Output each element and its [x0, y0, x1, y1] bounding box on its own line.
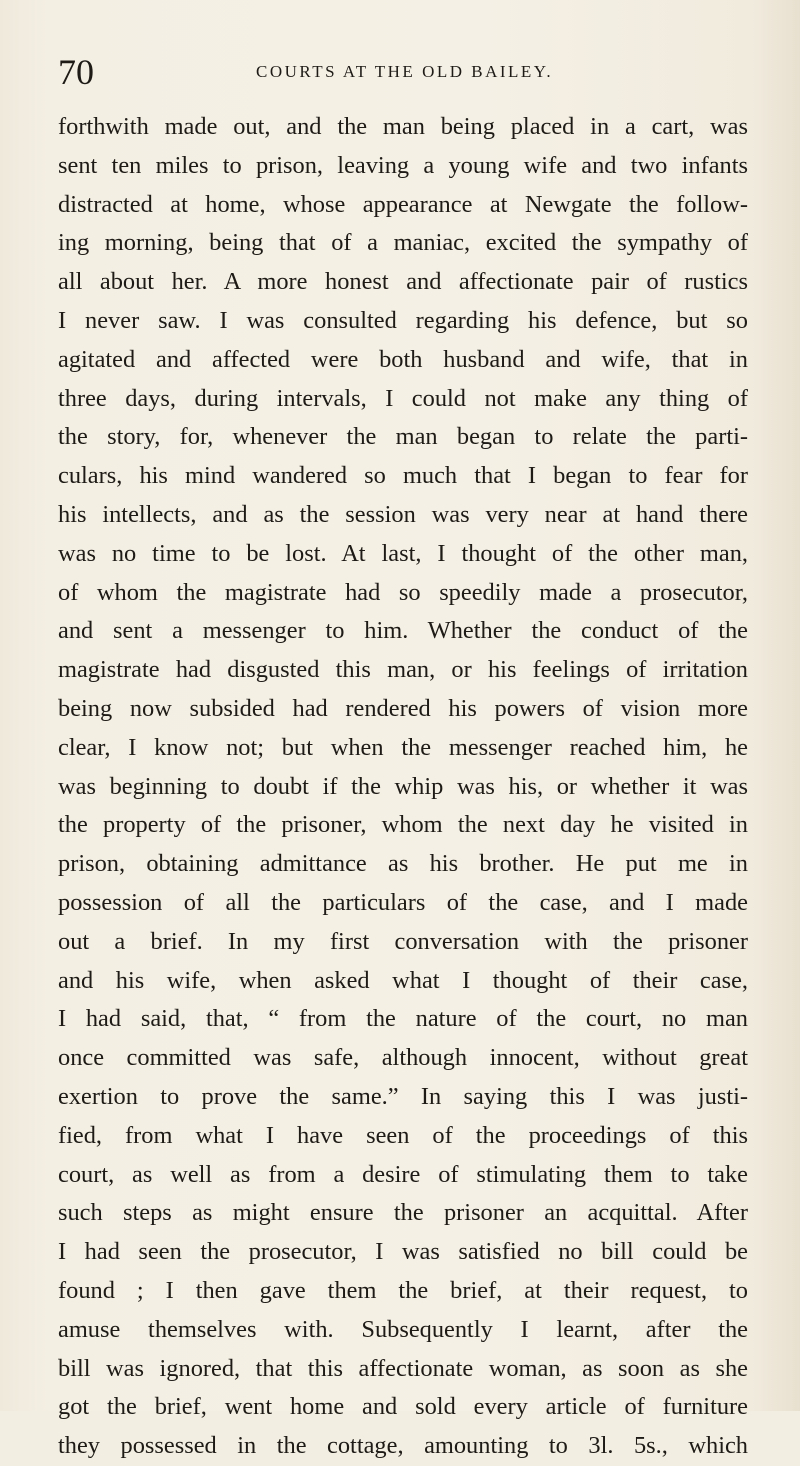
text-line: culars, his mind wandered so much that I began to fear for	[58, 462, 748, 490]
text-line: forthwith made out, and the man being placed in a cart, was	[58, 113, 748, 140]
text-line: sent ten miles to prison, leaving a young wife and two infants	[58, 151, 748, 179]
text-line: exertion to prove the same.” In saying this I was justi-	[58, 1082, 748, 1110]
text-line: such steps as might ensure the prisoner an acquittal. After	[58, 1199, 748, 1227]
text-line: his intellects, and as the session was very near at hand there	[58, 500, 748, 528]
page-number: 70	[58, 52, 94, 92]
text-line: of whom the magistrate had so speedily made a prosecutor,	[58, 578, 748, 606]
text-line: I never saw. I was consulted regarding his defence, but so	[58, 306, 748, 334]
text-line: possession of all the particulars of the case, and I made	[58, 888, 748, 916]
text-line: ing morning, being that of a maniac, excited the sympathy of	[58, 229, 748, 257]
text-line: amuse themselves with. Subsequently I learnt, after the	[58, 1315, 748, 1343]
text-line: agitated and affected were both husband and wife, that in	[58, 345, 748, 373]
text-line: and his wife, when asked what I thought of their case,	[58, 966, 748, 994]
body-text	[58, 108, 748, 1466]
text-line: magistrate had disgusted this man, or his feelings of irritation	[58, 656, 748, 684]
text-line: distracted at home, whose appearance at Newgate the follow-	[58, 190, 748, 218]
text-line: was beginning to doubt if the whip was his, or whether it was	[58, 772, 748, 800]
text-line: clear, I know not; but when the messenger reached him, he	[58, 733, 748, 761]
text-line: prison, obtaining admittance as his brother. He put me in	[58, 850, 748, 878]
text-line: fied, from what I have seen of the proceedings of this	[58, 1121, 748, 1149]
text-line: bill was ignored, that this affectionate woman, as soon as she	[58, 1354, 748, 1382]
text-line: I had seen the prosecutor, I was satisfied no bill could be	[58, 1238, 748, 1266]
text-line: court, as well as from a desire of stimulating them to take	[58, 1160, 748, 1188]
text-line: being now subsided had rendered his powers of vision more	[58, 694, 748, 722]
text-line: out a brief. In my first conversation with the prisoner	[58, 927, 748, 955]
text-line: was no time to be lost. At last, I thought of the other man,	[58, 539, 748, 567]
running-title: COURTS AT THE OLD BAILEY.	[256, 62, 554, 81]
text-line: all about her. A more honest and affectionate pair of rustics	[58, 268, 748, 296]
text-line: the story, for, whenever the man began to relate the parti-	[58, 423, 748, 451]
text-line: and sent a messenger to him. Whether the conduct of the	[58, 617, 748, 645]
text-line: once committed was safe, although innocent, without great	[58, 1044, 748, 1072]
text-line: found ; I then gave them the brief, at their request, to	[58, 1276, 748, 1304]
text-line: three days, during intervals, I could not make any thing of	[58, 384, 748, 412]
text-line: I had said, that, “ from the nature of the court, no man	[58, 1005, 748, 1033]
running-head	[58, 52, 748, 92]
text-line: the property of the prisoner, whom the next day he visited in	[58, 811, 748, 839]
text-line: they possessed in the cottage, amounting to 3l. 5s., which	[58, 1432, 748, 1460]
text-line: got the brief, went home and sold every article of furniture	[58, 1393, 748, 1421]
